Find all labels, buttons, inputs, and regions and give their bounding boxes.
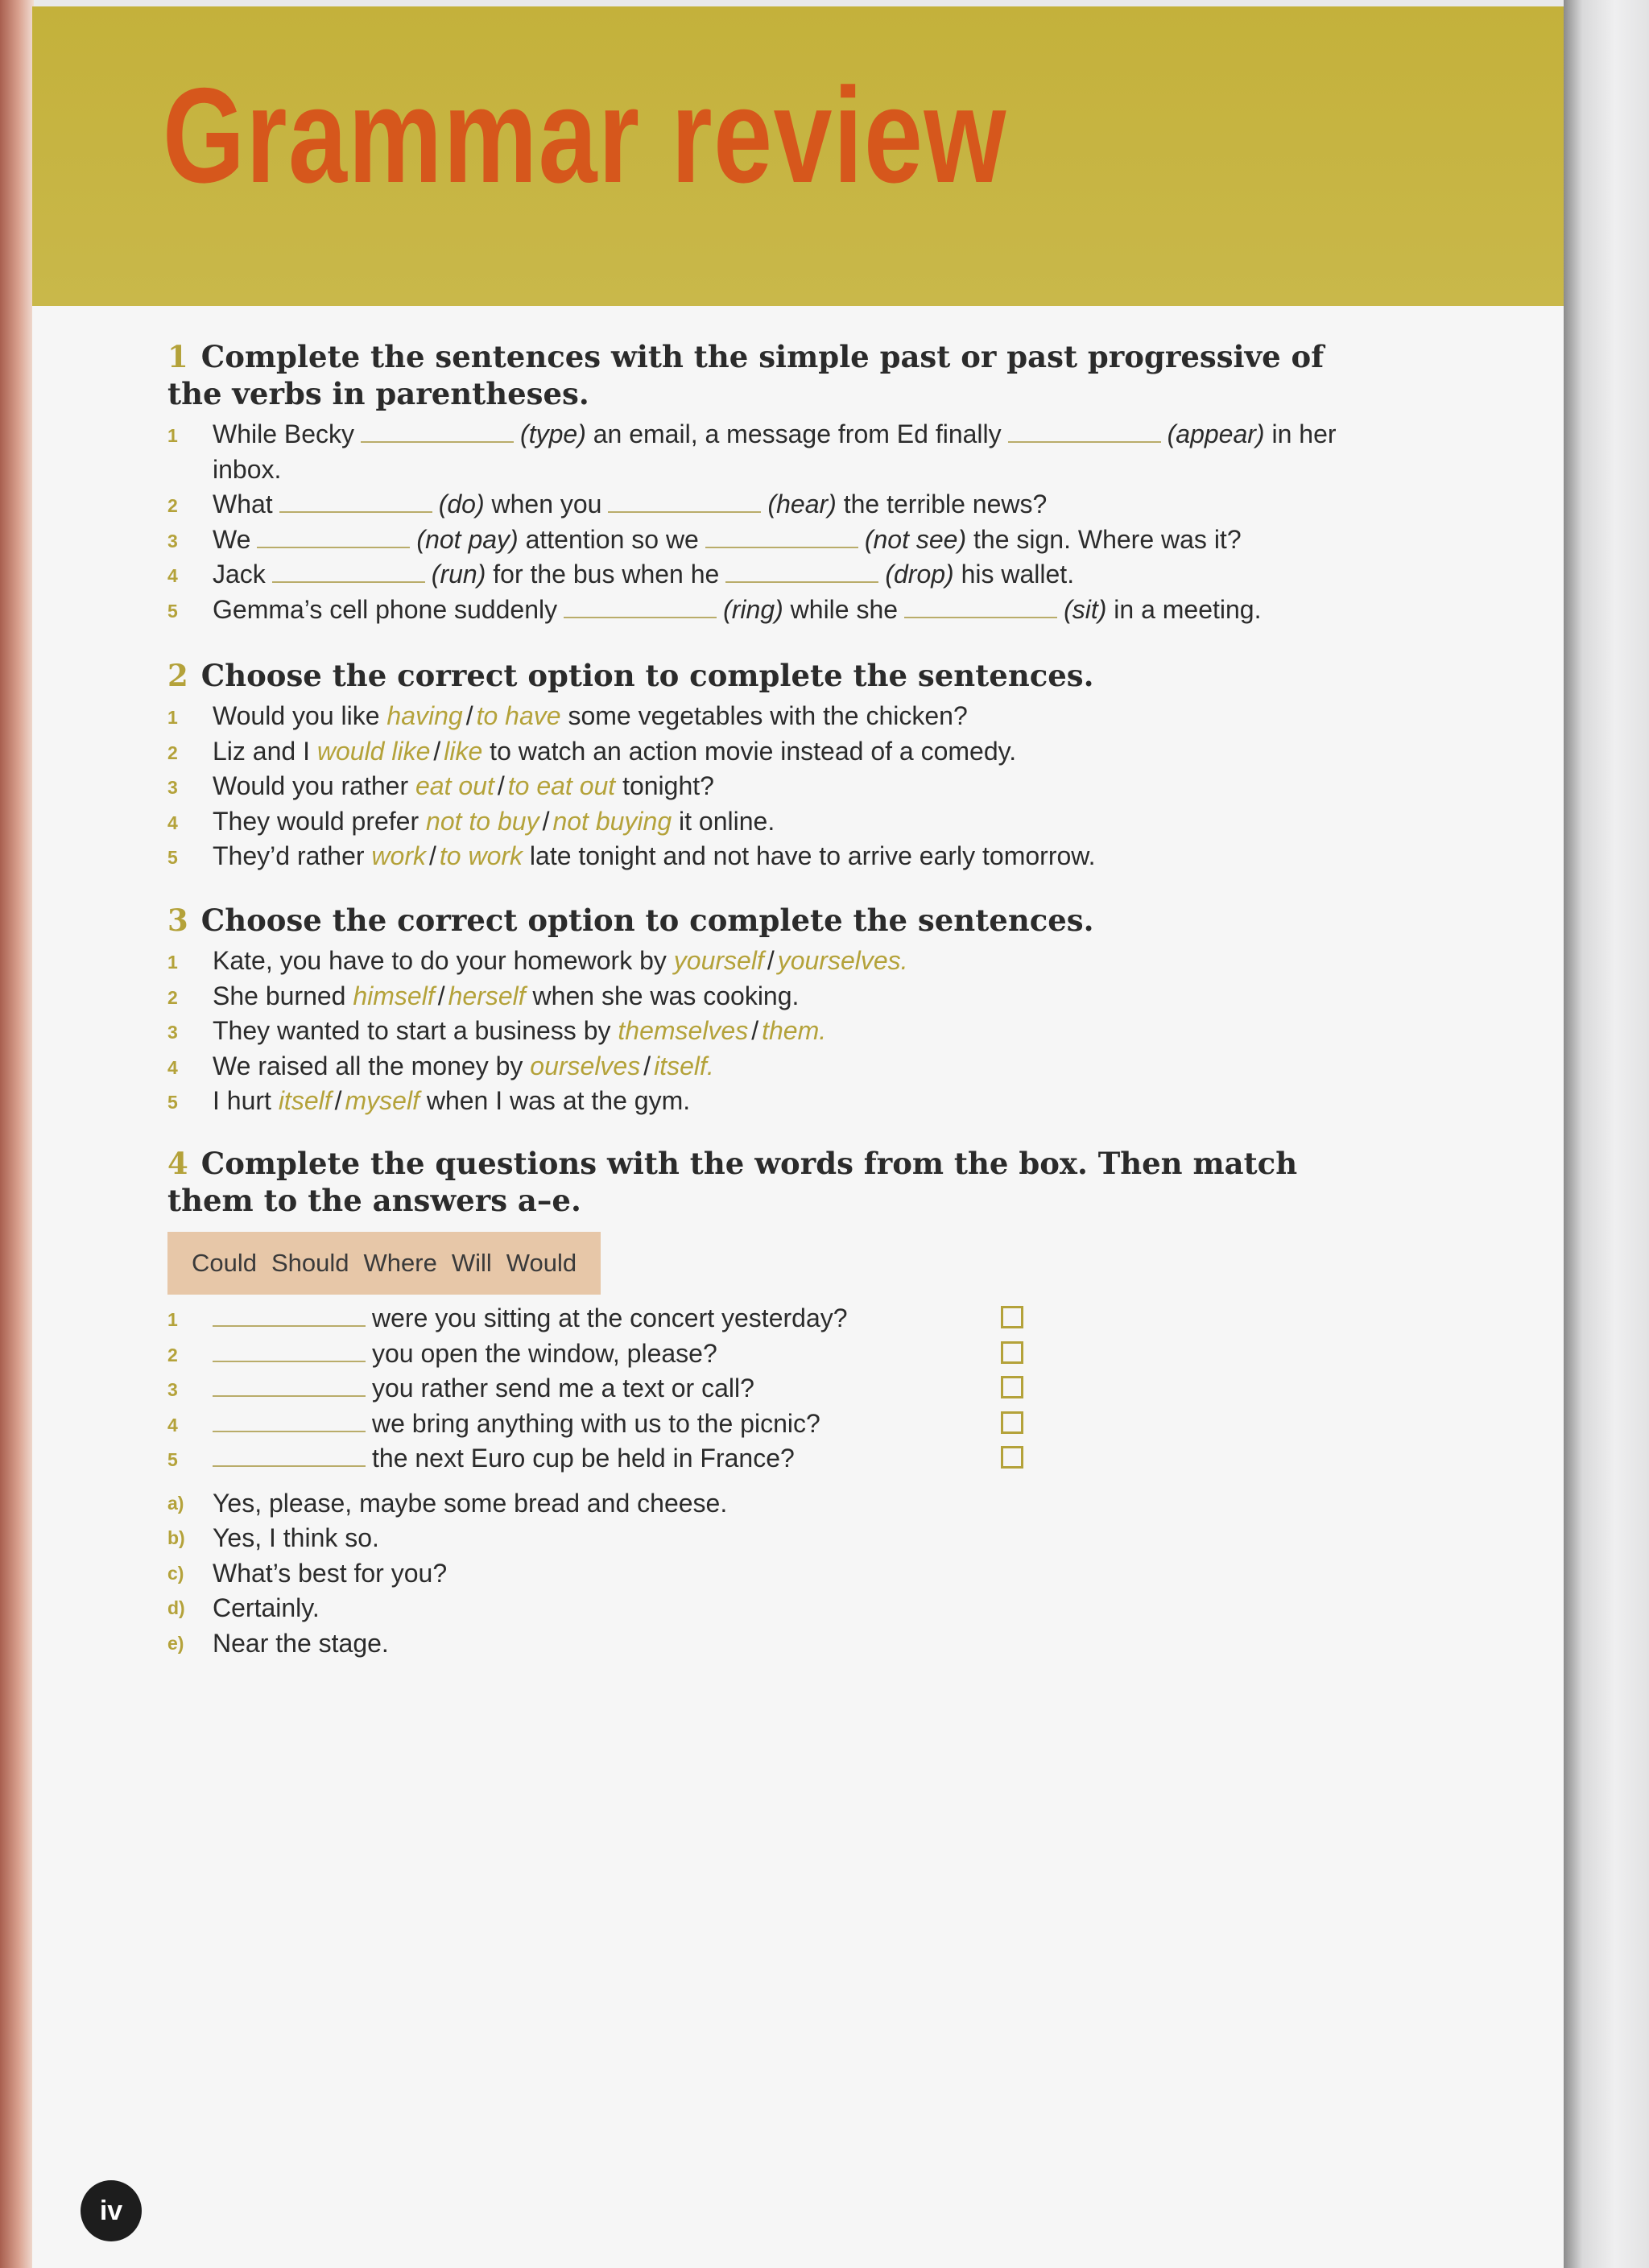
list-item: 1 Kate, you have to do your homework by yourself / yourselves. bbox=[167, 944, 1351, 979]
exercise-number: 4 bbox=[167, 1146, 188, 1181]
option-b[interactable]: to work bbox=[439, 841, 523, 870]
answer-item bbox=[167, 1626, 1351, 1662]
workbook-page bbox=[32, 6, 1564, 2268]
item-text: She burned bbox=[213, 981, 346, 1010]
exercise-number: 2 bbox=[167, 658, 188, 693]
item-text: when you bbox=[491, 490, 602, 518]
box-word[interactable]: Should bbox=[271, 1249, 349, 1277]
answer-blank[interactable] bbox=[213, 1374, 366, 1397]
item-text: While Becky bbox=[213, 419, 355, 448]
list-item: 4 They would prefer not to buy / not buying it online. bbox=[167, 804, 1351, 840]
page-number-badge: iv bbox=[81, 2180, 142, 2241]
item-text: the sign. Where was it? bbox=[973, 524, 1242, 554]
verb-hint: (not see) bbox=[864, 524, 967, 554]
item-text: some vegetables with the chicken? bbox=[568, 701, 968, 730]
answer-blank[interactable] bbox=[608, 490, 761, 513]
item-number: 5 bbox=[167, 1092, 178, 1113]
item-text: Would you like bbox=[213, 701, 380, 730]
verb-hint: (drop) bbox=[885, 560, 954, 589]
verb-hint: (ring) bbox=[723, 594, 783, 624]
exercise-heading bbox=[167, 657, 1351, 694]
exercise-instruction: Complete the questions with the words from the box. Then match them to the answers a–e. bbox=[167, 1146, 1298, 1218]
list-item bbox=[167, 593, 1351, 628]
option-b[interactable]: not buying bbox=[552, 806, 672, 836]
verb-hint: (hear) bbox=[767, 490, 837, 518]
item-text: it online. bbox=[679, 806, 775, 836]
item-number: 4 bbox=[167, 1414, 178, 1436]
exercise-instruction: Choose the correct option to complete the sentences. bbox=[200, 658, 1094, 693]
item-number: 3 bbox=[167, 1022, 178, 1043]
header-banner bbox=[32, 6, 1564, 306]
item-number: 4 bbox=[167, 565, 178, 586]
question-text: were you sitting at the concert yesterday? bbox=[372, 1303, 848, 1332]
list-item: 3 Would you rather eat out / to eat out tonight? bbox=[167, 769, 1351, 804]
item-text: What bbox=[213, 490, 273, 518]
option-a[interactable]: himself bbox=[353, 981, 435, 1010]
option-a[interactable]: itself bbox=[278, 1086, 332, 1115]
list-item: 2 She burned himself / herself when she was cooking. bbox=[167, 979, 1351, 1014]
option-b[interactable]: herself bbox=[448, 981, 526, 1010]
verb-hint: (type) bbox=[520, 419, 586, 448]
verb-hint: (not pay) bbox=[416, 524, 519, 554]
item-number: 1 bbox=[167, 1309, 178, 1330]
answer-item bbox=[167, 1486, 1351, 1522]
item-text: his wallet. bbox=[961, 560, 1075, 589]
box-word[interactable]: Where bbox=[363, 1249, 437, 1277]
item-number: 2 bbox=[167, 1344, 178, 1365]
item-number: 3 bbox=[167, 530, 178, 552]
verb-hint: (do) bbox=[438, 490, 485, 518]
question-item bbox=[167, 1301, 1351, 1336]
item-number: 4 bbox=[167, 812, 178, 833]
item-text: when I was at the gym. bbox=[426, 1086, 691, 1115]
list-item: 3 They wanted to start a business by themselves / them. bbox=[167, 1014, 1351, 1049]
list-item bbox=[167, 557, 1351, 593]
answer-blank[interactable] bbox=[705, 526, 858, 548]
box-word[interactable]: Will bbox=[451, 1249, 492, 1277]
item-text: while she bbox=[790, 594, 899, 624]
item-text: for the bus when he bbox=[493, 560, 720, 589]
option-b[interactable]: to have bbox=[476, 701, 561, 730]
question-text: the next Euro cup be held in France? bbox=[372, 1444, 795, 1473]
item-number: 5 bbox=[167, 1449, 178, 1470]
option-a[interactable]: would like bbox=[316, 736, 431, 766]
answer-item bbox=[167, 1556, 1351, 1592]
answer-blank[interactable] bbox=[213, 1304, 366, 1327]
item-number: 1 bbox=[167, 425, 178, 446]
answer-blank[interactable] bbox=[725, 560, 878, 583]
option-b[interactable]: yourselves bbox=[777, 946, 901, 975]
option-a[interactable]: yourself bbox=[673, 946, 764, 975]
item-text: Kate, you have to do your homework by bbox=[213, 946, 667, 975]
option-a[interactable]: not to buy bbox=[426, 806, 539, 836]
option-a[interactable]: having bbox=[386, 701, 463, 730]
item-text: . bbox=[819, 1016, 827, 1045]
box-word[interactable]: Could bbox=[192, 1249, 257, 1277]
item-text: when she was cooking. bbox=[532, 981, 800, 1010]
answer-blank[interactable] bbox=[257, 526, 410, 548]
item-text: Would you rather bbox=[213, 771, 409, 800]
answer-text: Certainly. bbox=[213, 1593, 320, 1622]
list-item: 1 Would you like having / to have some vegetables with the chicken? bbox=[167, 699, 1351, 734]
list-item: 5 They’d rather work / to work late tonight and not have to arrive early tomorrow. bbox=[167, 839, 1351, 874]
exercise-items bbox=[167, 699, 1351, 874]
item-number: 2 bbox=[167, 742, 178, 763]
item-text: Liz and I bbox=[213, 736, 310, 766]
item-text: late tonight and not have to arrive early tomorrow. bbox=[529, 841, 1096, 870]
exercise-heading bbox=[167, 902, 1351, 939]
exercise-heading bbox=[167, 338, 1351, 412]
answer-letter: e) bbox=[167, 1632, 184, 1654]
item-text: in a meeting. bbox=[1114, 594, 1262, 624]
item-number: 1 bbox=[167, 952, 178, 973]
question-text: we bring anything with us to the picnic? bbox=[372, 1408, 820, 1438]
item-text: an email, a message from Ed finally bbox=[593, 419, 1002, 448]
answer-letter: b) bbox=[167, 1527, 185, 1548]
item-text: attention so we bbox=[525, 524, 699, 554]
answer-blank[interactable] bbox=[272, 560, 425, 583]
exercise-items bbox=[167, 417, 1351, 627]
question-item bbox=[167, 1441, 1351, 1477]
answer-blank[interactable] bbox=[361, 420, 514, 443]
list-item: 2 Liz and I would like / like to watch an action movie instead of a comedy. bbox=[167, 734, 1351, 770]
item-number: 4 bbox=[167, 1056, 178, 1078]
match-checkbox[interactable] bbox=[1001, 1376, 1023, 1398]
item-text: tonight? bbox=[622, 771, 714, 800]
option-b[interactable]: itself bbox=[654, 1051, 707, 1080]
item-text: They wanted to start a business by bbox=[213, 1016, 611, 1045]
answer-letter: d) bbox=[167, 1597, 185, 1618]
item-number: 2 bbox=[167, 495, 178, 516]
question-item bbox=[167, 1407, 1351, 1442]
item-number: 1 bbox=[167, 707, 178, 728]
option-b[interactable]: to eat out bbox=[507, 771, 616, 800]
answer-text: Yes, please, maybe some bread and cheese. bbox=[213, 1488, 728, 1518]
question-item bbox=[167, 1336, 1351, 1372]
answer-blank[interactable] bbox=[213, 1444, 366, 1467]
item-text: Jack bbox=[213, 560, 266, 589]
exercise-instruction: Complete the sentences with the simple past or past progressive of the verbs in parentheses. bbox=[167, 339, 1325, 411]
exercise-2 bbox=[167, 657, 1351, 874]
answer-list bbox=[167, 1486, 1351, 1662]
item-text: They would prefer bbox=[213, 806, 419, 836]
verb-hint: (sit) bbox=[1064, 594, 1107, 624]
exercise-1 bbox=[167, 338, 1351, 627]
list-item bbox=[167, 487, 1351, 523]
verb-hint: (run) bbox=[431, 560, 486, 589]
exercise-4 bbox=[167, 1145, 1351, 1661]
option-b[interactable]: like bbox=[444, 736, 483, 766]
item-text: We raised all the money by bbox=[213, 1051, 523, 1080]
item-number: 3 bbox=[167, 777, 178, 798]
answer-blank[interactable] bbox=[213, 1410, 366, 1432]
item-number: 5 bbox=[167, 847, 178, 868]
answer-text: What’s best for you? bbox=[213, 1558, 448, 1588]
list-item bbox=[167, 523, 1351, 558]
answer-blank[interactable] bbox=[904, 596, 1057, 618]
exercise-number: 1 bbox=[167, 339, 188, 374]
page-title: Grammar review bbox=[163, 60, 1007, 211]
item-text: We bbox=[213, 524, 251, 554]
question-text: you open the window, please? bbox=[372, 1338, 717, 1368]
item-text: to watch an action movie instead of a comedy. bbox=[490, 736, 1017, 766]
exercise-instruction: Choose the correct option to complete the sentences. bbox=[200, 903, 1094, 938]
item-number: 5 bbox=[167, 600, 178, 622]
item-text: I hurt bbox=[213, 1086, 271, 1115]
exercise-heading bbox=[167, 1145, 1351, 1219]
match-checkbox[interactable] bbox=[1001, 1446, 1023, 1469]
answer-blank[interactable] bbox=[279, 490, 432, 513]
option-a[interactable]: work bbox=[371, 841, 426, 870]
box-word[interactable]: Would bbox=[506, 1249, 577, 1277]
book-edge-left bbox=[0, 0, 34, 2268]
question-text: you rather send me a text or call? bbox=[372, 1374, 754, 1403]
list-item bbox=[167, 417, 1351, 487]
item-number: 3 bbox=[167, 1379, 178, 1400]
verb-hint: (appear) bbox=[1167, 419, 1265, 448]
answer-blank[interactable] bbox=[1008, 420, 1161, 443]
answer-item bbox=[167, 1521, 1351, 1556]
item-text: the terrible news? bbox=[843, 490, 1048, 518]
answer-text: Yes, I think so. bbox=[213, 1523, 379, 1552]
answer-blank[interactable] bbox=[564, 596, 717, 618]
match-checkbox[interactable] bbox=[1001, 1341, 1023, 1364]
answer-blank[interactable] bbox=[213, 1340, 366, 1362]
match-checkbox[interactable] bbox=[1001, 1411, 1023, 1434]
item-text: . bbox=[706, 1051, 714, 1080]
option-a[interactable]: eat out bbox=[415, 771, 494, 800]
item-text: in her inbox. bbox=[213, 419, 1337, 484]
option-b[interactable]: myself bbox=[345, 1086, 419, 1115]
question-list bbox=[167, 1301, 1351, 1477]
item-text: Gemma’s cell phone suddenly bbox=[213, 594, 558, 624]
item-text: . bbox=[900, 946, 908, 975]
exercise-items bbox=[167, 944, 1351, 1119]
item-number: 2 bbox=[167, 986, 178, 1008]
match-checkbox[interactable] bbox=[1001, 1306, 1023, 1328]
next-page-edge bbox=[1564, 0, 1649, 2268]
option-b[interactable]: them bbox=[762, 1016, 820, 1045]
exercise-number: 3 bbox=[167, 903, 188, 938]
answer-letter: c) bbox=[167, 1562, 184, 1584]
word-box bbox=[167, 1232, 601, 1295]
option-a[interactable]: ourselves bbox=[530, 1051, 641, 1080]
option-a[interactable]: themselves bbox=[618, 1016, 749, 1045]
question-item bbox=[167, 1371, 1351, 1407]
list-item: 5 I hurt itself / myself when I was at the gym. bbox=[167, 1084, 1351, 1119]
list-item: 4 We raised all the money by ourselves / itself. bbox=[167, 1049, 1351, 1084]
item-text: They’d rather bbox=[213, 841, 365, 870]
exercise-3 bbox=[167, 902, 1351, 1119]
answer-text: Near the stage. bbox=[213, 1628, 389, 1658]
answer-item bbox=[167, 1591, 1351, 1626]
answer-letter: a) bbox=[167, 1492, 184, 1514]
